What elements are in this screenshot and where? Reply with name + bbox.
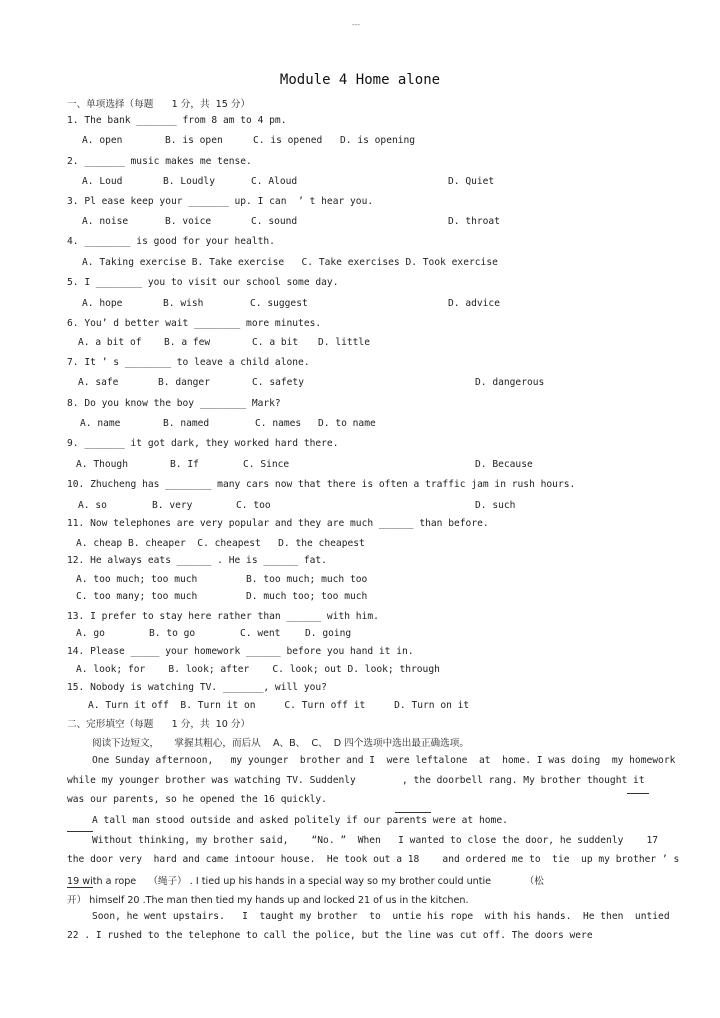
question-3: 3. Pl ease keep your _______ up. I can ’ t hear you. xyxy=(67,196,374,207)
option-b: B. If xyxy=(170,459,199,470)
option-c: C. too many; too much xyxy=(76,591,198,602)
passage-line: One Sunday afternoon, my younger brother and I were leftalone at home. I was doing my homework xyxy=(92,755,676,766)
option-d: D. throat xyxy=(448,216,500,227)
option-c: C. Since xyxy=(243,459,290,470)
option-b: B. named xyxy=(163,418,210,429)
passage-line: while my younger brother was watching TV. Suddenly , the doorbell rang. My brother thought it xyxy=(67,775,645,786)
option-b: B. a few xyxy=(164,337,211,348)
question-15: 15. Nobody is watching TV. _______, will you? xyxy=(67,682,327,693)
question-13: 13. I prefer to stay here rather than ______ with him. xyxy=(67,611,379,622)
question-4: 4. ________ is good for your health. xyxy=(67,236,275,247)
option-b: B. too much; much too xyxy=(246,574,368,585)
option-a: A. open xyxy=(82,135,123,146)
question-8: 8. Do you know the boy ________ Mark? xyxy=(67,398,281,409)
page-title: Module 4 Home alone xyxy=(279,72,441,88)
option-c: C. Aloud xyxy=(251,176,298,187)
options-row: A. Taking exercise B. Take exercise C. Take exercises D. Took exercise xyxy=(82,257,498,268)
option-c: C. too xyxy=(236,500,271,511)
option-a: A. safe xyxy=(78,377,119,388)
section-heading-1: 一、单项选择（每题 1 分，共 15 分） xyxy=(67,99,251,110)
question-10: 10. Zhucheng has ________ many cars now that there is often a traffic jam in rush hours. xyxy=(67,479,576,490)
question-14: 14. Please _____ your homework ______ before you hand it in. xyxy=(67,646,414,657)
section-heading-2: 二、完形填空（每题 1 分，共 10 分） xyxy=(67,719,251,730)
answer-blank xyxy=(395,812,431,813)
option-d: D. Because xyxy=(475,459,533,470)
option-d: D. such xyxy=(475,500,516,511)
option-a: A. Though xyxy=(76,459,128,470)
option-d: D. much too; too much xyxy=(246,591,368,602)
answer-blank xyxy=(627,793,649,794)
passage-line: the door very hard and came intoour house. He took out a 18 and ordered me to tie up my brother ’ s xyxy=(67,854,680,865)
options-row: A. cheap B. cheaper C. cheapest D. the cheapest xyxy=(76,538,365,549)
question-9: 9. _______ it got dark, they worked hard there. xyxy=(67,438,339,449)
options-row: A. look; for B. look; after C. look; out D. look; through xyxy=(76,664,440,675)
question-5: 5. I ________ you to visit our school some day. xyxy=(67,277,339,288)
option-d: D. is opening xyxy=(340,135,416,146)
option-d: D. dangerous xyxy=(475,377,545,388)
passage-line: 开） himself 20 .The man then tied my hands up and locked 21 of us in the kitchen. xyxy=(67,895,469,906)
option-a: A. name xyxy=(80,418,121,429)
passage-line: 19 with a rope （绳子） . I tied up his hands in a special way so my brother could untie （松 xyxy=(67,876,544,887)
option-c: C. a bit xyxy=(252,337,299,348)
question-11: 11. Now telephones are very popular and they are much ______ than before. xyxy=(67,518,489,529)
question-2: 2. _______ music makes me tense. xyxy=(67,156,252,167)
question-12: 12. He always eats ______ . He is ______ fat. xyxy=(67,555,327,566)
option-b: B. voice xyxy=(165,216,212,227)
option-b: B. Loudly xyxy=(163,176,215,187)
option-d: D. Quiet xyxy=(448,176,495,187)
option-b: B. is open xyxy=(165,135,223,146)
option-c: C. is opened xyxy=(253,135,323,146)
option-c: C. safety xyxy=(252,377,304,388)
option-a: A. so xyxy=(78,500,107,511)
question-7: 7. It ’ s ________ to leave a child alone. xyxy=(67,357,310,368)
option-a: A. too much; too much xyxy=(76,574,198,585)
option-a: A. a bit of xyxy=(78,337,142,348)
options-row: A. Turn it off B. Turn it on C. Turn off it D. Turn on it xyxy=(88,700,470,711)
question-1: 1. The bank _______ from 8 am to 4 pm. xyxy=(67,115,287,126)
passage-line: A tall man stood outside and asked politely if our parents were at home. xyxy=(92,815,508,826)
option-b: B. wish xyxy=(163,298,204,309)
option-d: D. little xyxy=(318,337,370,348)
question-6: 6. You’ d better wait ________ more minutes. xyxy=(67,318,322,329)
answer-blank xyxy=(67,887,93,888)
option-a: A. hope xyxy=(82,298,123,309)
option-d: D. advice xyxy=(448,298,500,309)
option-a: A. noise xyxy=(82,216,129,227)
passage-line: was our parents, so he opened the 16 quickly. xyxy=(67,794,327,805)
option-b: B. to go xyxy=(149,628,196,639)
option-d: D. going xyxy=(305,628,352,639)
passage-line: Without thinking, my brother said, “No. ” When I wanted to close the door, he suddenly 17 xyxy=(92,835,659,846)
passage-line: 22 . I rushed to the telephone to call the police, but the line was cut off. The doors were xyxy=(67,930,593,941)
answer-blank xyxy=(67,831,93,832)
passage-line: Soon, he went upstairs. I taught my brother to untie his rope with his hands. He then untied xyxy=(92,911,670,922)
header-mark: --- xyxy=(352,20,361,29)
option-a: A. Loud xyxy=(82,176,123,187)
option-c: C. went xyxy=(240,628,281,639)
option-c: C. sound xyxy=(251,216,298,227)
option-c: C. suggest xyxy=(250,298,308,309)
option-a: A. go xyxy=(76,628,105,639)
option-d: D. to name xyxy=(318,418,376,429)
option-b: B. very xyxy=(152,500,193,511)
option-c: C. names xyxy=(255,418,302,429)
option-b: B. danger xyxy=(158,377,210,388)
instruction: 阅读下边短文， 掌握其粗心，而后从 A、B、 C、 D 四个选项中选出最正确选项。 xyxy=(92,738,469,749)
